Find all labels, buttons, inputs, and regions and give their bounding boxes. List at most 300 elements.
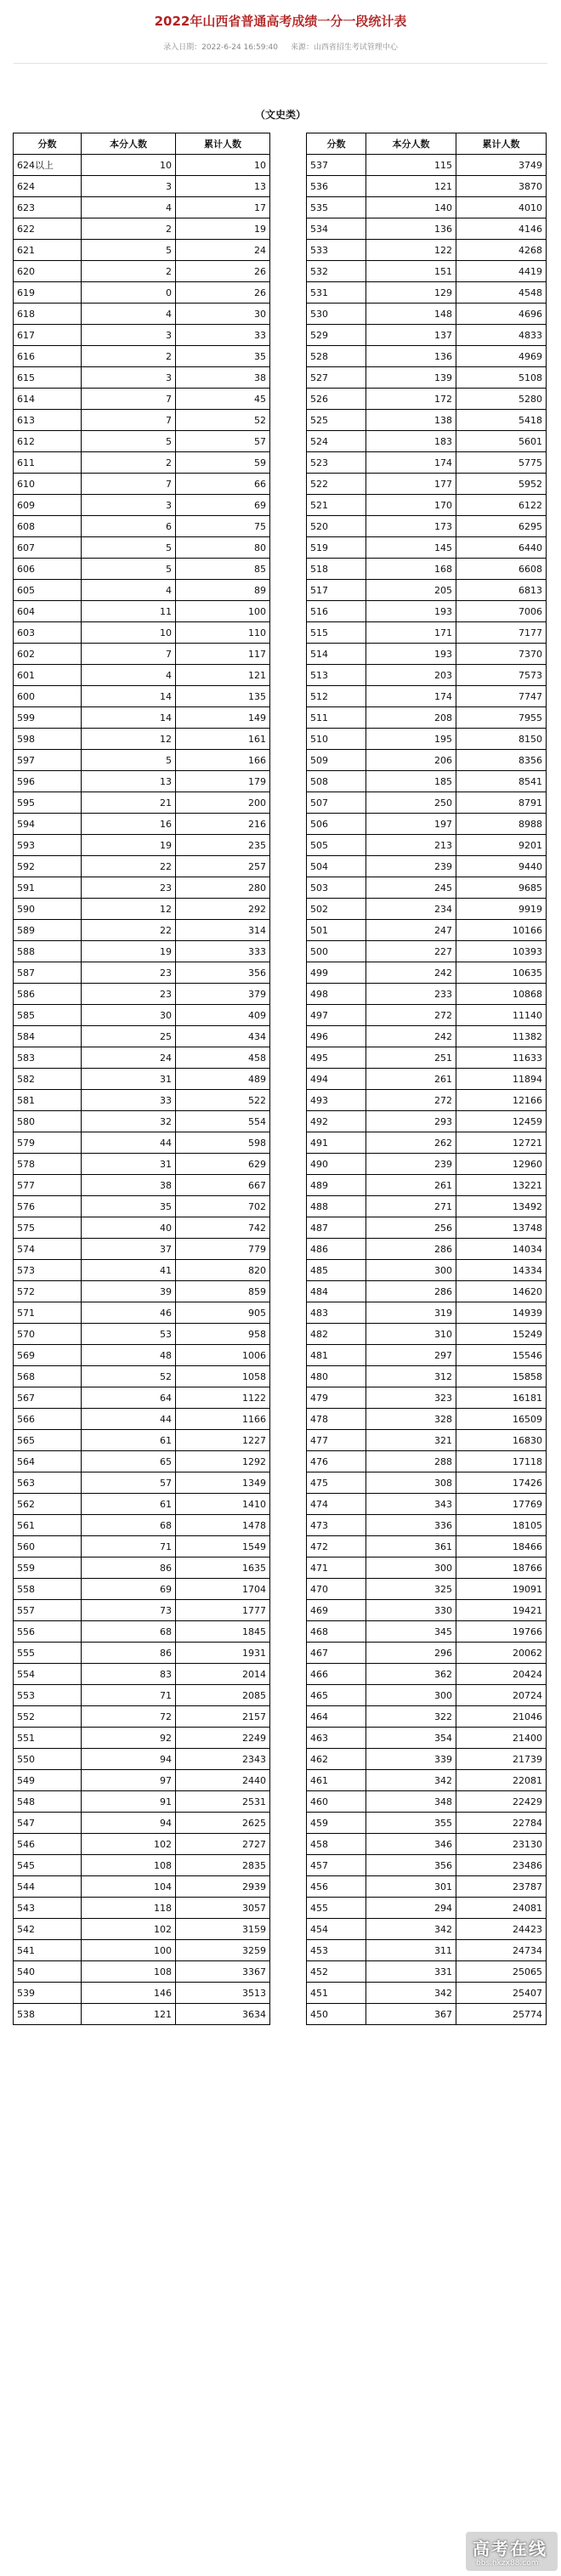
- table-row: [307, 452, 547, 474]
- table-row: [14, 1643, 270, 1664]
- count-cell: 183: [366, 431, 456, 452]
- count-cell: 94: [82, 1813, 176, 1834]
- cumulative-cell: 100: [176, 601, 270, 622]
- score-cell: 539: [14, 1983, 82, 2004]
- count-cell: 4: [82, 665, 176, 686]
- table-row: [307, 707, 547, 729]
- count-cell: 261: [366, 1175, 456, 1196]
- count-cell: 2: [82, 261, 176, 282]
- score-cell: 483: [307, 1302, 366, 1324]
- score-cell: 540: [14, 1961, 82, 1983]
- count-cell: 146: [82, 1983, 176, 2004]
- cumulative-cell: 7006: [456, 601, 547, 622]
- count-cell: 23: [82, 877, 176, 899]
- score-cell: 455: [307, 1898, 366, 1919]
- cumulative-cell: 22784: [456, 1813, 547, 1834]
- count-cell: 171: [366, 622, 456, 644]
- cumulative-cell: 4268: [456, 240, 547, 261]
- table-row: [14, 1494, 270, 1515]
- cumulative-cell: 958: [176, 1324, 270, 1345]
- count-cell: 118: [82, 1898, 176, 1919]
- score-cell: 469: [307, 1600, 366, 1621]
- cumulative-cell: 179: [176, 771, 270, 792]
- table-row: [307, 1472, 547, 1494]
- table-row: [14, 941, 270, 962]
- score-cell: 456: [307, 1876, 366, 1898]
- table-row: [307, 1579, 547, 1600]
- table-row: [14, 1706, 270, 1728]
- score-cell: 504: [307, 856, 366, 877]
- score-table-left: [13, 133, 270, 2025]
- cumulative-cell: 14620: [456, 1281, 547, 1302]
- count-cell: 22: [82, 920, 176, 941]
- count-cell: 5: [82, 537, 176, 559]
- table-row: [14, 1366, 270, 1387]
- score-cell: 464: [307, 1706, 366, 1728]
- cumulative-cell: 2939: [176, 1876, 270, 1898]
- table-row: [14, 1217, 270, 1239]
- score-cell: 484: [307, 1281, 366, 1302]
- table-row: [14, 1026, 270, 1047]
- cumulative-cell: 4833: [456, 325, 547, 346]
- score-cell: 577: [14, 1175, 82, 1196]
- score-cell: 466: [307, 1664, 366, 1685]
- table-row: [14, 261, 270, 282]
- score-cell: 617: [14, 325, 82, 346]
- table-row: [14, 474, 270, 495]
- cumulative-cell: 8988: [456, 814, 547, 835]
- count-cell: 239: [366, 856, 456, 877]
- score-cell: 614: [14, 389, 82, 410]
- score-cell: 587: [14, 962, 82, 984]
- cumulative-cell: 17118: [456, 1451, 547, 1472]
- table-row: [307, 920, 547, 941]
- table-row: [14, 1600, 270, 1621]
- table-row: [307, 346, 547, 367]
- score-cell: 584: [14, 1026, 82, 1047]
- table-row: [14, 856, 270, 877]
- table-row: [14, 1281, 270, 1302]
- cumulative-cell: 489: [176, 1069, 270, 1090]
- cumulative-cell: 1845: [176, 1621, 270, 1643]
- cumulative-cell: 1410: [176, 1494, 270, 1515]
- cumulative-cell: 280: [176, 877, 270, 899]
- score-cell: 595: [14, 792, 82, 814]
- score-cell: 533: [307, 240, 366, 261]
- score-cell: 509: [307, 750, 366, 771]
- cumulative-cell: 3159: [176, 1919, 270, 1940]
- count-cell: 71: [82, 1536, 176, 1558]
- score-cell: 480: [307, 1366, 366, 1387]
- score-cell: 478: [307, 1409, 366, 1430]
- cumulative-cell: 38: [176, 367, 270, 389]
- score-cell: 556: [14, 1621, 82, 1643]
- score-cell: 479: [307, 1387, 366, 1409]
- cumulative-cell: 10: [176, 155, 270, 176]
- count-cell: 5: [82, 559, 176, 580]
- cumulative-cell: 10635: [456, 962, 547, 984]
- cumulative-cell: 22081: [456, 1770, 547, 1791]
- cumulative-cell: 5418: [456, 410, 547, 431]
- count-cell: 2: [82, 346, 176, 367]
- table-row: [307, 1940, 547, 1961]
- cumulative-cell: 11633: [456, 1047, 547, 1069]
- count-cell: 44: [82, 1409, 176, 1430]
- table-row: [14, 1409, 270, 1430]
- table-row: [14, 1983, 270, 2004]
- score-cell: 600: [14, 686, 82, 707]
- score-cell: 451: [307, 1983, 366, 2004]
- score-cell: 526: [307, 389, 366, 410]
- count-cell: 297: [366, 1345, 456, 1366]
- cumulative-cell: 4548: [456, 282, 547, 304]
- table-row: [14, 1324, 270, 1345]
- score-cell: 618: [14, 304, 82, 325]
- count-cell: 25: [82, 1026, 176, 1047]
- count-cell: 234: [366, 899, 456, 920]
- score-cell: 472: [307, 1536, 366, 1558]
- score-cell: 513: [307, 665, 366, 686]
- table-row: [14, 601, 270, 622]
- table-row: [307, 1515, 547, 1536]
- count-cell: 21: [82, 792, 176, 814]
- cumulative-cell: 135: [176, 686, 270, 707]
- cumulative-cell: 30: [176, 304, 270, 325]
- score-cell: 555: [14, 1643, 82, 1664]
- cumulative-cell: 333: [176, 941, 270, 962]
- cumulative-cell: 3057: [176, 1898, 270, 1919]
- count-cell: 83: [82, 1664, 176, 1685]
- table-row: [307, 261, 547, 282]
- count-cell: 35: [82, 1196, 176, 1217]
- table-row: [307, 941, 547, 962]
- score-cell: 454: [307, 1919, 366, 1940]
- table-row: [14, 559, 270, 580]
- score-cell: 604: [14, 601, 82, 622]
- table-row: [307, 771, 547, 792]
- count-cell: 286: [366, 1239, 456, 1260]
- table-subtitle: （文史类）: [254, 109, 306, 121]
- score-cell: 589: [14, 920, 82, 941]
- cumulative-cell: 9685: [456, 877, 547, 899]
- score-cell: 598: [14, 729, 82, 750]
- score-cell: 499: [307, 962, 366, 984]
- count-cell: 64: [82, 1387, 176, 1409]
- cumulative-cell: 11894: [456, 1069, 547, 1090]
- score-cell: 518: [307, 559, 366, 580]
- score-cell: 458: [307, 1834, 366, 1855]
- table-row: [307, 1281, 547, 1302]
- score-cell: 525: [307, 410, 366, 431]
- cumulative-cell: 257: [176, 856, 270, 877]
- table-row: [14, 155, 270, 176]
- table-row: [307, 899, 547, 920]
- count-cell: 271: [366, 1196, 456, 1217]
- cumulative-cell: 13748: [456, 1217, 547, 1239]
- table-row: [14, 1685, 270, 1706]
- table-row: [14, 1770, 270, 1791]
- cumulative-cell: 18766: [456, 1558, 547, 1579]
- table-row: [307, 367, 547, 389]
- score-cell: 586: [14, 984, 82, 1005]
- count-cell: 16: [82, 814, 176, 835]
- count-cell: 3: [82, 325, 176, 346]
- score-cell: 489: [307, 1175, 366, 1196]
- score-cell: 536: [307, 176, 366, 197]
- table-row: [14, 1047, 270, 1069]
- table-row: [14, 1961, 270, 1983]
- table-row: [307, 325, 547, 346]
- count-cell: 197: [366, 814, 456, 835]
- cumulative-cell: 458: [176, 1047, 270, 1069]
- table-row: [307, 155, 547, 176]
- cumulative-cell: 20062: [456, 1643, 547, 1664]
- score-cell: 580: [14, 1111, 82, 1132]
- count-cell: 247: [366, 920, 456, 941]
- table-row: [307, 1706, 547, 1728]
- table-row: [14, 1175, 270, 1196]
- cumulative-cell: 23130: [456, 1834, 547, 1855]
- table-row: [307, 1005, 547, 1026]
- cumulative-cell: 2531: [176, 1791, 270, 1813]
- table-row: [14, 877, 270, 899]
- table-row: [14, 899, 270, 920]
- count-cell: 69: [82, 1579, 176, 1600]
- cumulative-cell: 2014: [176, 1664, 270, 1685]
- table-row: [14, 431, 270, 452]
- count-cell: 322: [366, 1706, 456, 1728]
- cumulative-cell: 820: [176, 1260, 270, 1281]
- cumulative-cell: 66: [176, 474, 270, 495]
- table-row: [14, 707, 270, 729]
- score-cell: 602: [14, 644, 82, 665]
- count-cell: 14: [82, 707, 176, 729]
- cumulative-cell: 4696: [456, 304, 547, 325]
- score-cell: 622: [14, 218, 82, 240]
- score-cell: 579: [14, 1132, 82, 1154]
- count-cell: 61: [82, 1494, 176, 1515]
- score-cell: 593: [14, 835, 82, 856]
- cumulative-cell: 200: [176, 792, 270, 814]
- score-cell: 611: [14, 452, 82, 474]
- table-row: [307, 1728, 547, 1749]
- cumulative-cell: 1122: [176, 1387, 270, 1409]
- cumulative-cell: 12721: [456, 1132, 547, 1154]
- table-row: [307, 1834, 547, 1855]
- count-cell: 11: [82, 601, 176, 622]
- cumulative-cell: 69: [176, 495, 270, 516]
- cumulative-cell: 5952: [456, 474, 547, 495]
- score-cell: 541: [14, 1940, 82, 1961]
- cumulative-cell: 45: [176, 389, 270, 410]
- table-row: [14, 1558, 270, 1579]
- count-cell: 310: [366, 1324, 456, 1345]
- score-cell: 500: [307, 941, 366, 962]
- score-cell: 559: [14, 1558, 82, 1579]
- cumulative-cell: 9201: [456, 835, 547, 856]
- score-cell: 524: [307, 431, 366, 452]
- count-cell: 300: [366, 1685, 456, 1706]
- score-cell: 538: [14, 2004, 82, 2025]
- count-cell: 7: [82, 389, 176, 410]
- score-cell: 572: [14, 1281, 82, 1302]
- score-cell: 502: [307, 899, 366, 920]
- cumulative-cell: 6813: [456, 580, 547, 601]
- table-row: [307, 622, 547, 644]
- count-cell: 13: [82, 771, 176, 792]
- cumulative-cell: 11382: [456, 1026, 547, 1047]
- score-cell: 592: [14, 856, 82, 877]
- cumulative-cell: 2085: [176, 1685, 270, 1706]
- table-row: [307, 877, 547, 899]
- count-cell: 242: [366, 1026, 456, 1047]
- watermark-text: 高考在线: [473, 2539, 547, 2559]
- header-count: 本分人数: [82, 133, 176, 155]
- page-title: 2022年山西省普通高考成绩一分一段统计表: [154, 14, 407, 29]
- table-row: [14, 1111, 270, 1132]
- table-row: [307, 1643, 547, 1664]
- table-row: [307, 1345, 547, 1366]
- table-row: [307, 1791, 547, 1813]
- cumulative-cell: 18105: [456, 1515, 547, 1536]
- count-cell: 325: [366, 1579, 456, 1600]
- score-cell: 474: [307, 1494, 366, 1515]
- table-row: [14, 1834, 270, 1855]
- cumulative-cell: 667: [176, 1175, 270, 1196]
- count-cell: 195: [366, 729, 456, 750]
- table-row: [307, 1069, 547, 1090]
- cumulative-cell: 24423: [456, 1919, 547, 1940]
- cumulative-cell: 9440: [456, 856, 547, 877]
- count-cell: 4: [82, 197, 176, 218]
- score-cell: 557: [14, 1600, 82, 1621]
- score-cell: 564: [14, 1451, 82, 1472]
- cumulative-cell: 379: [176, 984, 270, 1005]
- count-cell: 185: [366, 771, 456, 792]
- table-row: [307, 1961, 547, 1983]
- score-cell: 551: [14, 1728, 82, 1749]
- count-cell: 122: [366, 240, 456, 261]
- cumulative-cell: 24734: [456, 1940, 547, 1961]
- count-cell: 233: [366, 984, 456, 1005]
- cumulative-cell: 779: [176, 1239, 270, 1260]
- cumulative-cell: 1227: [176, 1430, 270, 1451]
- score-cell: 554: [14, 1664, 82, 1685]
- count-cell: 31: [82, 1069, 176, 1090]
- cumulative-cell: 3367: [176, 1961, 270, 1983]
- table-row: [307, 1175, 547, 1196]
- score-cell: 612: [14, 431, 82, 452]
- count-cell: 227: [366, 941, 456, 962]
- score-cell: 558: [14, 1579, 82, 1600]
- table-row: [307, 686, 547, 707]
- table-row: [14, 304, 270, 325]
- count-cell: 367: [366, 2004, 456, 2025]
- cumulative-cell: 25407: [456, 1983, 547, 2004]
- score-cell: 573: [14, 1260, 82, 1281]
- table-body-right: [307, 155, 547, 2025]
- table-row: [307, 218, 547, 240]
- count-cell: 68: [82, 1621, 176, 1643]
- score-cell: 494: [307, 1069, 366, 1090]
- cumulative-cell: 1931: [176, 1643, 270, 1664]
- count-cell: 296: [366, 1643, 456, 1664]
- score-cell: 523: [307, 452, 366, 474]
- cumulative-cell: 5280: [456, 389, 547, 410]
- table-row: [14, 1302, 270, 1324]
- score-cell: 567: [14, 1387, 82, 1409]
- count-cell: 300: [366, 1558, 456, 1579]
- cumulative-cell: 17: [176, 197, 270, 218]
- score-cell: 561: [14, 1515, 82, 1536]
- count-cell: 261: [366, 1069, 456, 1090]
- count-cell: 148: [366, 304, 456, 325]
- table-row: [307, 1621, 547, 1643]
- score-cell: 603: [14, 622, 82, 644]
- cumulative-cell: 33: [176, 325, 270, 346]
- table-row: [14, 1855, 270, 1876]
- cumulative-cell: 3870: [456, 176, 547, 197]
- count-cell: 177: [366, 474, 456, 495]
- count-cell: 262: [366, 1132, 456, 1154]
- table-row: [14, 814, 270, 835]
- count-cell: 242: [366, 962, 456, 984]
- count-cell: 68: [82, 1515, 176, 1536]
- cumulative-cell: 57: [176, 431, 270, 452]
- count-cell: 4: [82, 304, 176, 325]
- cumulative-cell: 11140: [456, 1005, 547, 1026]
- count-cell: 102: [82, 1919, 176, 1940]
- score-cell: 514: [307, 644, 366, 665]
- count-cell: 288: [366, 1451, 456, 1472]
- count-cell: 0: [82, 282, 176, 304]
- score-cell: 452: [307, 1961, 366, 1983]
- score-cell: 481: [307, 1345, 366, 1366]
- cumulative-cell: 19: [176, 218, 270, 240]
- cumulative-cell: 20424: [456, 1664, 547, 1685]
- count-cell: 86: [82, 1643, 176, 1664]
- table-row: [307, 431, 547, 452]
- cumulative-cell: 292: [176, 899, 270, 920]
- cumulative-cell: 7370: [456, 644, 547, 665]
- cumulative-cell: 2249: [176, 1728, 270, 1749]
- cumulative-cell: 3749: [456, 155, 547, 176]
- count-cell: 361: [366, 1536, 456, 1558]
- header-count: 本分人数: [366, 133, 456, 155]
- score-cell: 493: [307, 1090, 366, 1111]
- cumulative-cell: 1006: [176, 1345, 270, 1366]
- cumulative-cell: 6440: [456, 537, 547, 559]
- count-cell: 12: [82, 899, 176, 920]
- count-cell: 108: [82, 1855, 176, 1876]
- table-row: [307, 1239, 547, 1260]
- table-row: [307, 792, 547, 814]
- count-cell: 362: [366, 1664, 456, 1685]
- count-cell: 328: [366, 1409, 456, 1430]
- score-cell: 471: [307, 1558, 366, 1579]
- table-row: [307, 1876, 547, 1898]
- score-cell: 522: [307, 474, 366, 495]
- count-cell: 286: [366, 1281, 456, 1302]
- score-cell: 535: [307, 197, 366, 218]
- header-cumulative: 累计人数: [456, 133, 547, 155]
- score-cell: 482: [307, 1324, 366, 1345]
- cumulative-cell: 26: [176, 261, 270, 282]
- score-cell: 576: [14, 1196, 82, 1217]
- count-cell: 72: [82, 1706, 176, 1728]
- table-row: [307, 750, 547, 771]
- table-row: [307, 1111, 547, 1132]
